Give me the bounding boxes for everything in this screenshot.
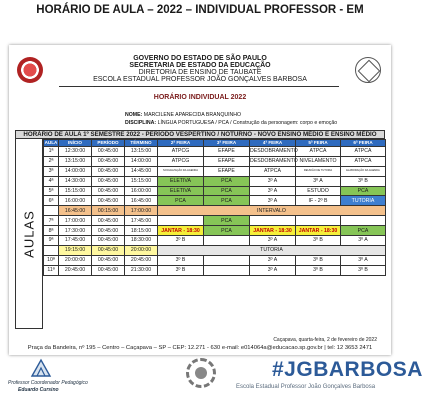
cell-ter [204,265,250,275]
table-row [44,265,386,275]
cell-inicio: 14:30:00 [59,176,92,186]
cell-aula: 8ª [44,226,59,236]
cell-qui: 3º A [296,176,341,186]
cell-aula: 2ª [44,156,59,166]
cell-aula: 9ª [44,236,59,246]
cell-sex: PCA [341,226,386,236]
header-secretary: SECRETARIA DE ESTADO DA EDUCAÇÃO [129,62,271,69]
cell-qui: 3º B [296,236,341,246]
cell-termino: 14:45:00 [125,166,158,176]
footer-role: Professor Coordenador Pedagógico [8,380,88,386]
cell-aula: 5ª [44,186,59,196]
cell-termino: 20:45:00 [125,255,158,265]
table-row [44,245,386,255]
cell-ter [204,236,250,246]
cell-ter: PCA [204,176,250,186]
cell-qua: 3º A [250,186,296,196]
table-row [44,166,386,176]
cell-periodo: 00:45:00 [92,156,125,166]
cell-seg: ELETIVA [158,186,204,196]
cell-termino: 16:45:00 [125,196,158,206]
cell-qua: ATPCA [250,166,296,176]
discipline-line: DISCIPLINA: LÍNGUA PORTUGUESA / PCA / Construção da personagem: corpo e emoção [125,120,338,126]
table-row [44,156,386,166]
cell-seg: SOCIALIZAÇÃO DA AGENDA [158,166,204,176]
cell-inicio: 19:15:00 [59,245,92,255]
school-address: Praça da Bandeira, nº 195 – Centro – Caçapava – SP – CEP: 12.271 - 630 e-mail: e014064a@educacao.sp.gov.br | tel: 12 3653 2471 [27,345,373,351]
cell-sex: 3º A [341,255,386,265]
cell-termino: 16:00:00 [125,186,158,196]
cell-periodo: 00:15:00 [92,206,125,216]
table-row [44,255,386,265]
cell-qui: NIVELAMENTO [296,156,341,166]
cell-aula [44,245,59,255]
table-row [44,186,386,196]
col-header: AULA [44,140,58,145]
cell-inicio: 17:00:00 [59,216,92,226]
discipline: LÍNGUA PORTUGUESA / PCA / Construção da personagem: corpo e emoção [157,120,338,126]
cell-sex: 3º A [341,236,386,246]
cell-qui: 3º B [296,265,341,275]
cell-aula: 6ª [44,196,59,206]
cell-qua: DESDOBRAMENTO [250,148,298,155]
cell-span: TUTORIA [158,245,386,255]
aulas-side-label: AULAS [15,139,43,329]
cell-periodo: 00:45:00 [92,226,125,236]
cell-qua: 3º A [250,265,296,275]
cell-inicio: 15:15:00 [59,186,92,196]
col-header: 5ª FEIRA [296,140,341,147]
col-header: 2ª FEIRA [158,140,204,147]
schedule-sheet [9,45,391,355]
header-directorate: DIRETORIA DE ENSINO DE TAUBATÉ [138,69,262,76]
cell-periodo: 00:45:00 [92,236,125,246]
header-government: GOVERNO DO ESTADO DE SÃO PAULO [133,55,267,62]
coordinator-logo-icon [30,358,52,378]
cell-aula: 7ª [44,216,59,226]
cell-seg: PCA [158,196,204,206]
cell-inicio: 14:00:00 [59,166,92,176]
cell-aula: 11ª [44,265,59,275]
col-header: 4ª FEIRA [250,140,296,147]
cell-inicio: 13:15:00 [59,156,92,166]
sign-date: Caçapava, quarta-feira, 2 de fevereiro de 2022 [273,337,377,343]
col-header: TÉRMINO [125,140,158,147]
cell-seg [158,216,204,226]
cell-periodo: 00:45:00 [92,186,125,196]
cell-qua: 3º A [250,176,296,186]
header-school: ESCOLA ESTADUAL PROFESSOR JOÃO GONÇALVES BARBOSA [93,76,307,83]
table-header-row [44,140,386,147]
cell-sex: ATPCA [341,156,386,166]
cell-aula: 1ª [44,147,59,157]
footer-tagline: Escola Estadual Professor João Gonçalves Barbosa [236,384,376,390]
cell-qui: ESTUDO [296,186,341,196]
cell-termino: 13:15:00 [125,147,158,157]
cell-periodo: 00:45:00 [92,255,125,265]
cell-periodo: 00:45:00 [92,245,125,255]
col-header: PERÍODO [92,140,125,147]
table-row [44,147,386,157]
cell-periodo: 00:45:00 [92,147,125,157]
cell-ter: EFAPE [204,147,250,157]
cell-qui: IF - 2º B [296,196,341,206]
cell-periodo: 00:45:00 [92,166,125,176]
cell-ter: PCA [204,226,250,236]
cell-qua: 3º A [250,236,296,246]
cell-seg: ELETIVA [158,176,204,186]
cell-periodo: 00:45:00 [92,196,125,206]
cell-termino: 14:00:00 [125,156,158,166]
page-title: HORÁRIO DE AULA – 2022 – INDIVIDUAL PROFESSOR - EM [36,4,364,16]
cell-seg: ATPCG [158,156,204,166]
cell-sex: ATPCA [341,147,386,157]
cell-termino: 17:00:00 [125,206,158,216]
cell-span: INTERVALO [158,206,386,216]
cell-inicio: 16:45:00 [59,206,92,216]
schedule-table [43,139,386,276]
cell-inicio: 16:00:00 [59,196,92,206]
gear-icon [186,358,216,388]
table-row [44,176,386,186]
cell-seg: 3º B [158,255,204,265]
sheet-title: HORÁRIO INDIVIDUAL 2022 [153,94,247,101]
cell-seg: JANTAR - 18:30 [158,226,204,236]
table-row [44,236,386,246]
cell-qua [250,216,296,226]
cell-periodo: 00:45:00 [92,176,125,186]
cell-seg: 3º B [158,265,204,275]
cell-inicio: 12:30:00 [59,147,92,157]
header-divider [59,86,339,87]
footer-person: Eduardo Cursino [18,387,59,393]
col-header: 3ª FEIRA [204,140,250,147]
table-row [44,216,386,226]
cell-ter: PCA [204,186,250,196]
cell-sex [341,216,386,226]
cell-qui: ATPCA [296,147,341,157]
cell-termino: 17:45:00 [125,216,158,226]
cell-seg: 3º B [158,236,204,246]
cell-qui: REUNIÃO DE TUTORIA [296,166,341,176]
cell-periodo: 00:45:00 [92,265,125,275]
cell-sex: TUTORIA [341,196,386,206]
footer-hashtag: #JGBARBOSA [272,358,423,381]
cell-termino: 18:30:00 [125,236,158,246]
cell-termino: 15:15:00 [125,176,158,186]
teacher-name-line: NOME: MARCILENE APARECIDA BRANQUINHO [125,112,242,118]
cell-ter: EFAPE [204,166,250,176]
cell-periodo: 00:45:00 [92,216,125,226]
table-row [44,196,386,206]
teacher-name: MARCILENE APARECIDA BRANQUINHO [143,112,242,118]
cell-qui: JANTAR - 18:30 [296,226,341,236]
cell-aula: 3ª [44,166,59,176]
cell-seg: ATPCG [158,147,204,157]
cell-inicio: 20:00:00 [59,255,92,265]
col-header: 6ª FEIRA [341,140,386,147]
cell-aula: 4ª [44,176,59,186]
cell-qua: JANTAR - 18:30 [250,226,296,236]
cell-inicio: 17:30:00 [59,226,92,236]
cell-qui [296,216,341,226]
cell-qua: DESDOBRAMENTO [250,158,298,165]
cell-qui: 3º B [296,255,341,265]
cell-qua: 3º A [250,255,296,265]
cell-ter: EFAPE [204,156,250,166]
col-header: INÍCIO [59,140,92,147]
cell-inicio: 20:45:00 [59,265,92,275]
cell-qua: 3º A [250,196,296,206]
cell-sex: 3º B [341,176,386,186]
cell-ter [204,255,250,265]
cell-aula: 10ª [44,255,59,265]
cell-ter: PCA [204,216,250,226]
cell-inicio: 17:45:00 [59,236,92,246]
cell-aula [44,206,59,216]
cell-termino: 18:15:00 [125,226,158,236]
cell-sex: PCA [341,186,386,196]
cell-termino: 21:30:00 [125,265,158,275]
cell-termino: 20:00:00 [125,245,158,255]
cell-sex: ELABORAÇÃO DA AGENDA [341,166,386,176]
table-row [44,206,386,216]
cell-sex: 3º B [341,265,386,275]
table-row [44,226,386,236]
schedule-title: HORÁRIO DE AULA 1º SEMESTRE 2022 - PERÍODO VESPERTINO / NOTURNO - NOVO ENSINO MÉDIO E ENSINO MÉDIO [15,130,385,139]
cell-ter: PCA [204,196,250,206]
